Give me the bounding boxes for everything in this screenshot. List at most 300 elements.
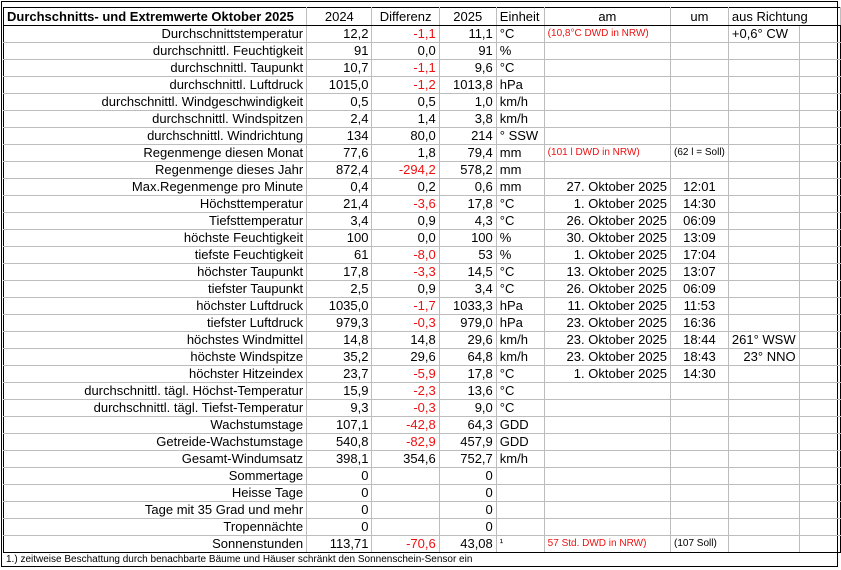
footnote: 1.) zeitweise Beschattung durch benachbarte Bäume und Häuser schränkt den Sonnenschein-Sensor ein (6, 554, 473, 565)
value-richtung (728, 366, 799, 383)
row-label: höchster Taupunkt (4, 264, 307, 281)
value-richtung (728, 60, 799, 77)
table-row (4, 519, 841, 536)
value-um: 18:43 (671, 349, 729, 366)
value-einheit (496, 519, 544, 536)
value-einheit: °C (496, 60, 544, 77)
value-richtung (728, 230, 799, 247)
value-am: (10,8°C DWD in NRW) (544, 26, 670, 43)
value-richtung (728, 485, 799, 502)
value-um: 11:53 (671, 298, 729, 315)
row-label: durchschnittl. Windspitzen (4, 111, 307, 128)
table-row (4, 128, 841, 145)
value-um (671, 417, 729, 434)
value-differenz: 0,2 (372, 179, 439, 196)
extra-cell (799, 111, 840, 128)
row-label: tiefster Taupunkt (4, 281, 307, 298)
value-am: (101 l DWD in NRW) (544, 145, 670, 162)
value-einheit: °C (496, 213, 544, 230)
extra-cell (799, 230, 840, 247)
value-2025: 64,3 (439, 417, 496, 434)
value-richtung (728, 128, 799, 145)
value-am: 1. Oktober 2025 (544, 247, 670, 264)
table-row (4, 196, 841, 213)
value-differenz: 0,0 (372, 43, 439, 60)
value-differenz: -1,2 (372, 77, 439, 94)
value-um (671, 468, 729, 485)
value-einheit: mm (496, 145, 544, 162)
table-row (4, 536, 841, 553)
value-2024: 100 (307, 230, 372, 247)
value-einheit: km/h (496, 332, 544, 349)
table-row (4, 383, 841, 400)
value-differenz: 14,8 (372, 332, 439, 349)
extra-cell (799, 128, 840, 145)
value-um (671, 519, 729, 536)
value-2024: 1015,0 (307, 77, 372, 94)
value-2024: 979,3 (307, 315, 372, 332)
row-label: Wachstumstage (4, 417, 307, 434)
value-einheit: mm (496, 162, 544, 179)
value-2025: 1,0 (439, 94, 496, 111)
value-um (671, 111, 729, 128)
row-label: höchste Windspitze (4, 349, 307, 366)
extra-cell (799, 281, 840, 298)
table-row (4, 111, 841, 128)
value-um (671, 60, 729, 77)
value-differenz: -5,9 (372, 366, 439, 383)
value-2025: 100 (439, 230, 496, 247)
value-2025: 0 (439, 485, 496, 502)
value-einheit: GDD (496, 417, 544, 434)
extra-cell (799, 247, 840, 264)
value-2025: 79,4 (439, 145, 496, 162)
value-richtung (728, 400, 799, 417)
extra-cell (799, 94, 840, 111)
value-richtung (728, 264, 799, 281)
value-differenz: 0,9 (372, 281, 439, 298)
value-einheit: °C (496, 281, 544, 298)
value-um: 13:07 (671, 264, 729, 281)
extra-cell (799, 502, 840, 519)
value-einheit: mm (496, 179, 544, 196)
value-differenz: 0,9 (372, 213, 439, 230)
value-einheit: hPa (496, 298, 544, 315)
value-einheit: °C (496, 196, 544, 213)
value-am: 1. Oktober 2025 (544, 366, 670, 383)
value-um: 13:09 (671, 230, 729, 247)
value-richtung (728, 94, 799, 111)
table-row (4, 502, 841, 519)
value-um: 14:30 (671, 366, 729, 383)
value-2025: 13,6 (439, 383, 496, 400)
value-differenz (372, 519, 439, 536)
value-2024: 23,7 (307, 366, 372, 383)
value-am (544, 485, 670, 502)
value-um: 14:30 (671, 196, 729, 213)
value-2024: 14,8 (307, 332, 372, 349)
value-2024: 398,1 (307, 451, 372, 468)
value-einheit: % (496, 43, 544, 60)
value-am (544, 43, 670, 60)
value-richtung (728, 162, 799, 179)
value-einheit: °C (496, 400, 544, 417)
table-row (4, 451, 841, 468)
row-label: Durchschnittstemperatur (4, 26, 307, 43)
value-2025: 214 (439, 128, 496, 145)
value-am: 23. Oktober 2025 (544, 349, 670, 366)
table-row (4, 315, 841, 332)
value-um (671, 434, 729, 451)
extra-cell (799, 519, 840, 536)
value-um: 17:04 (671, 247, 729, 264)
table-row (4, 26, 841, 43)
extra-cell (799, 349, 840, 366)
value-richtung: +0,6° CW (728, 26, 799, 43)
table-row (4, 281, 841, 298)
value-differenz (372, 502, 439, 519)
extra-cell (799, 196, 840, 213)
row-label: durchschnittl. Taupunkt (4, 60, 307, 77)
extra-cell (799, 315, 840, 332)
table-row (4, 366, 841, 383)
value-2025: 3,4 (439, 281, 496, 298)
value-2025: 578,2 (439, 162, 496, 179)
value-2024: 0 (307, 485, 372, 502)
value-um (671, 94, 729, 111)
value-2024: 61 (307, 247, 372, 264)
row-label: Heisse Tage (4, 485, 307, 502)
extra-cell (799, 417, 840, 434)
table-row (4, 162, 841, 179)
value-2024: 0,4 (307, 179, 372, 196)
value-richtung (728, 451, 799, 468)
value-einheit (496, 468, 544, 485)
value-am: 23. Oktober 2025 (544, 332, 670, 349)
value-einheit (496, 502, 544, 519)
value-einheit: °C (496, 383, 544, 400)
value-differenz: 1,8 (372, 145, 439, 162)
value-2024: 9,3 (307, 400, 372, 417)
value-2025: 752,7 (439, 451, 496, 468)
value-am (544, 468, 670, 485)
value-differenz: -1,1 (372, 26, 439, 43)
value-differenz: 29,6 (372, 349, 439, 366)
value-am: 26. Oktober 2025 (544, 213, 670, 230)
extra-cell (799, 162, 840, 179)
value-am (544, 400, 670, 417)
value-richtung (728, 502, 799, 519)
value-2024: 12,2 (307, 26, 372, 43)
value-differenz: -294,2 (372, 162, 439, 179)
value-am (544, 519, 670, 536)
header-2024: 2024 (307, 8, 372, 26)
row-label: Sonnenstunden (4, 536, 307, 553)
value-2024: 107,1 (307, 417, 372, 434)
header-einheit: Einheit (496, 8, 544, 26)
row-label: Max.Regenmenge pro Minute (4, 179, 307, 196)
value-einheit: % (496, 230, 544, 247)
value-um (671, 77, 729, 94)
table-row (4, 434, 841, 451)
table-row (4, 400, 841, 417)
value-um (671, 383, 729, 400)
value-2024: 0,5 (307, 94, 372, 111)
value-richtung (728, 111, 799, 128)
value-2025: 1013,8 (439, 77, 496, 94)
row-label: höchster Hitzeindex (4, 366, 307, 383)
value-2024: 91 (307, 43, 372, 60)
header-differenz: Differenz (372, 8, 439, 26)
value-am: 30. Oktober 2025 (544, 230, 670, 247)
row-label: Tiefsttemperatur (4, 213, 307, 230)
value-2025: 9,0 (439, 400, 496, 417)
value-um: 06:09 (671, 281, 729, 298)
extra-cell (799, 383, 840, 400)
row-label: tiefste Feuchtigkeit (4, 247, 307, 264)
value-2025: 53 (439, 247, 496, 264)
header-2025: 2025 (439, 8, 496, 26)
table-row (4, 213, 841, 230)
value-am (544, 111, 670, 128)
value-am (544, 60, 670, 77)
extra-cell (799, 179, 840, 196)
value-differenz: -2,3 (372, 383, 439, 400)
value-richtung: 23° NNO (728, 349, 799, 366)
value-2024: 540,8 (307, 434, 372, 451)
extra-cell (799, 366, 840, 383)
table-row (4, 230, 841, 247)
extra-cell (799, 400, 840, 417)
row-label: durchschnittl. Windrichtung (4, 128, 307, 145)
value-2024: 15,9 (307, 383, 372, 400)
extra-cell (799, 434, 840, 451)
value-differenz: 354,6 (372, 451, 439, 468)
table-row (4, 179, 841, 196)
value-2024: 1035,0 (307, 298, 372, 315)
value-2024: 21,4 (307, 196, 372, 213)
value-differenz: -1,1 (372, 60, 439, 77)
value-um (671, 400, 729, 417)
value-einheit (496, 485, 544, 502)
value-differenz (372, 468, 439, 485)
extra-cell (799, 43, 840, 60)
table-row (4, 485, 841, 502)
value-2024: 0 (307, 468, 372, 485)
value-richtung (728, 145, 799, 162)
value-differenz: -0,3 (372, 400, 439, 417)
value-am (544, 502, 670, 519)
value-2024: 2,5 (307, 281, 372, 298)
value-einheit: °C (496, 264, 544, 281)
extra-cell (799, 451, 840, 468)
row-label: Regenmenge dieses Jahr (4, 162, 307, 179)
value-um (671, 43, 729, 60)
header-aus-richtung: aus Richtung (728, 8, 840, 26)
row-label: durchschnittl. tägl. Höchst-Temperatur (4, 383, 307, 400)
header-um: um (671, 8, 729, 26)
value-2024: 0 (307, 502, 372, 519)
table-row (4, 43, 841, 60)
value-differenz: -3,6 (372, 196, 439, 213)
value-um: 18:44 (671, 332, 729, 349)
weather-stats-table (3, 7, 841, 553)
row-label: höchste Feuchtigkeit (4, 230, 307, 247)
value-richtung (728, 383, 799, 400)
value-2025: 91 (439, 43, 496, 60)
value-2024: 10,7 (307, 60, 372, 77)
value-um (671, 502, 729, 519)
value-differenz: -82,9 (372, 434, 439, 451)
extra-cell (799, 536, 840, 553)
extra-cell (799, 213, 840, 230)
value-am (544, 434, 670, 451)
value-2024: 0 (307, 519, 372, 536)
value-2025: 9,6 (439, 60, 496, 77)
extra-cell (799, 332, 840, 349)
value-2024: 17,8 (307, 264, 372, 281)
value-richtung (728, 434, 799, 451)
row-label: tiefster Luftdruck (4, 315, 307, 332)
value-differenz: 1,4 (372, 111, 439, 128)
value-2025: 64,8 (439, 349, 496, 366)
value-richtung (728, 468, 799, 485)
row-label: Tage mit 35 Grad und mehr (4, 502, 307, 519)
extra-cell (799, 298, 840, 315)
value-richtung (728, 298, 799, 315)
value-um: 12:01 (671, 179, 729, 196)
extra-cell (799, 468, 840, 485)
value-2024: 2,4 (307, 111, 372, 128)
value-einheit: km/h (496, 94, 544, 111)
row-label: höchster Luftdruck (4, 298, 307, 315)
value-am (544, 451, 670, 468)
value-richtung (728, 247, 799, 264)
value-differenz: -1,7 (372, 298, 439, 315)
row-label: Höchsttemperatur (4, 196, 307, 213)
table-row (4, 298, 841, 315)
row-label: Gesamt-Windumsatz (4, 451, 307, 468)
value-einheit: °C (496, 26, 544, 43)
value-um: 06:09 (671, 213, 729, 230)
value-differenz: 0,5 (372, 94, 439, 111)
value-am (544, 94, 670, 111)
value-am (544, 162, 670, 179)
table-row (4, 60, 841, 77)
table-row (4, 349, 841, 366)
value-differenz: -3,3 (372, 264, 439, 281)
value-am (544, 77, 670, 94)
value-differenz: 0,0 (372, 230, 439, 247)
value-richtung (728, 417, 799, 434)
extra-cell (799, 26, 840, 43)
value-2025: 4,3 (439, 213, 496, 230)
value-einheit: °C (496, 366, 544, 383)
value-differenz: -8,0 (372, 247, 439, 264)
value-einheit: hPa (496, 77, 544, 94)
header-am: am (544, 8, 670, 26)
value-um (671, 451, 729, 468)
value-am: 13. Oktober 2025 (544, 264, 670, 281)
table-row (4, 247, 841, 264)
value-richtung: 261° WSW (728, 332, 799, 349)
value-richtung (728, 179, 799, 196)
value-2025: 43,08 (439, 536, 496, 553)
value-2025: 1033,3 (439, 298, 496, 315)
value-2025: 14,5 (439, 264, 496, 281)
value-am: 1. Oktober 2025 (544, 196, 670, 213)
value-um (671, 485, 729, 502)
row-label: Regenmenge diesen Monat (4, 145, 307, 162)
value-2024: 77,6 (307, 145, 372, 162)
value-richtung (728, 519, 799, 536)
value-differenz (372, 485, 439, 502)
table-row (4, 264, 841, 281)
value-2025: 0 (439, 502, 496, 519)
value-2025: 17,8 (439, 366, 496, 383)
extra-cell (799, 145, 840, 162)
value-um (671, 128, 729, 145)
value-einheit: km/h (496, 111, 544, 128)
value-um: (62 l = Soll) (671, 145, 729, 162)
value-richtung (728, 315, 799, 332)
value-einheit: GDD (496, 434, 544, 451)
row-label: Tropennächte (4, 519, 307, 536)
value-einheit: km/h (496, 349, 544, 366)
table-row (4, 145, 841, 162)
value-2025: 0 (439, 519, 496, 536)
table-row (4, 417, 841, 434)
row-label: höchstes Windmittel (4, 332, 307, 349)
extra-cell (799, 264, 840, 281)
value-2024: 134 (307, 128, 372, 145)
row-label: durchschnittl. Feuchtigkeit (4, 43, 307, 60)
value-am: 11. Oktober 2025 (544, 298, 670, 315)
value-um: 16:36 (671, 315, 729, 332)
row-label: durchschnittl. Windgeschwindigkeit (4, 94, 307, 111)
value-am (544, 128, 670, 145)
extra-cell (799, 60, 840, 77)
value-um: (107 Soll) (671, 536, 729, 553)
value-2025: 17,8 (439, 196, 496, 213)
extra-cell (799, 485, 840, 502)
value-einheit: km/h (496, 451, 544, 468)
value-differenz: -70,6 (372, 536, 439, 553)
value-am: 26. Oktober 2025 (544, 281, 670, 298)
value-einheit: ° SSW (496, 128, 544, 145)
value-2025: 0,6 (439, 179, 496, 196)
value-differenz: -0,3 (372, 315, 439, 332)
value-2025: 11,1 (439, 26, 496, 43)
value-2024: 113,71 (307, 536, 372, 553)
value-richtung (728, 196, 799, 213)
header-row (4, 8, 841, 26)
value-einheit: ¹ (496, 536, 544, 553)
value-einheit: % (496, 247, 544, 264)
value-2025: 29,6 (439, 332, 496, 349)
value-um (671, 26, 729, 43)
table-title: Durchschnitts- und Extremwerte Oktober 2025 (4, 8, 307, 26)
value-2024: 872,4 (307, 162, 372, 179)
value-am (544, 383, 670, 400)
value-richtung (728, 281, 799, 298)
row-label: Getreide-Wachstumstage (4, 434, 307, 451)
value-differenz: -42,8 (372, 417, 439, 434)
table-row (4, 77, 841, 94)
value-2025: 3,8 (439, 111, 496, 128)
value-richtung (728, 213, 799, 230)
table-row (4, 468, 841, 485)
